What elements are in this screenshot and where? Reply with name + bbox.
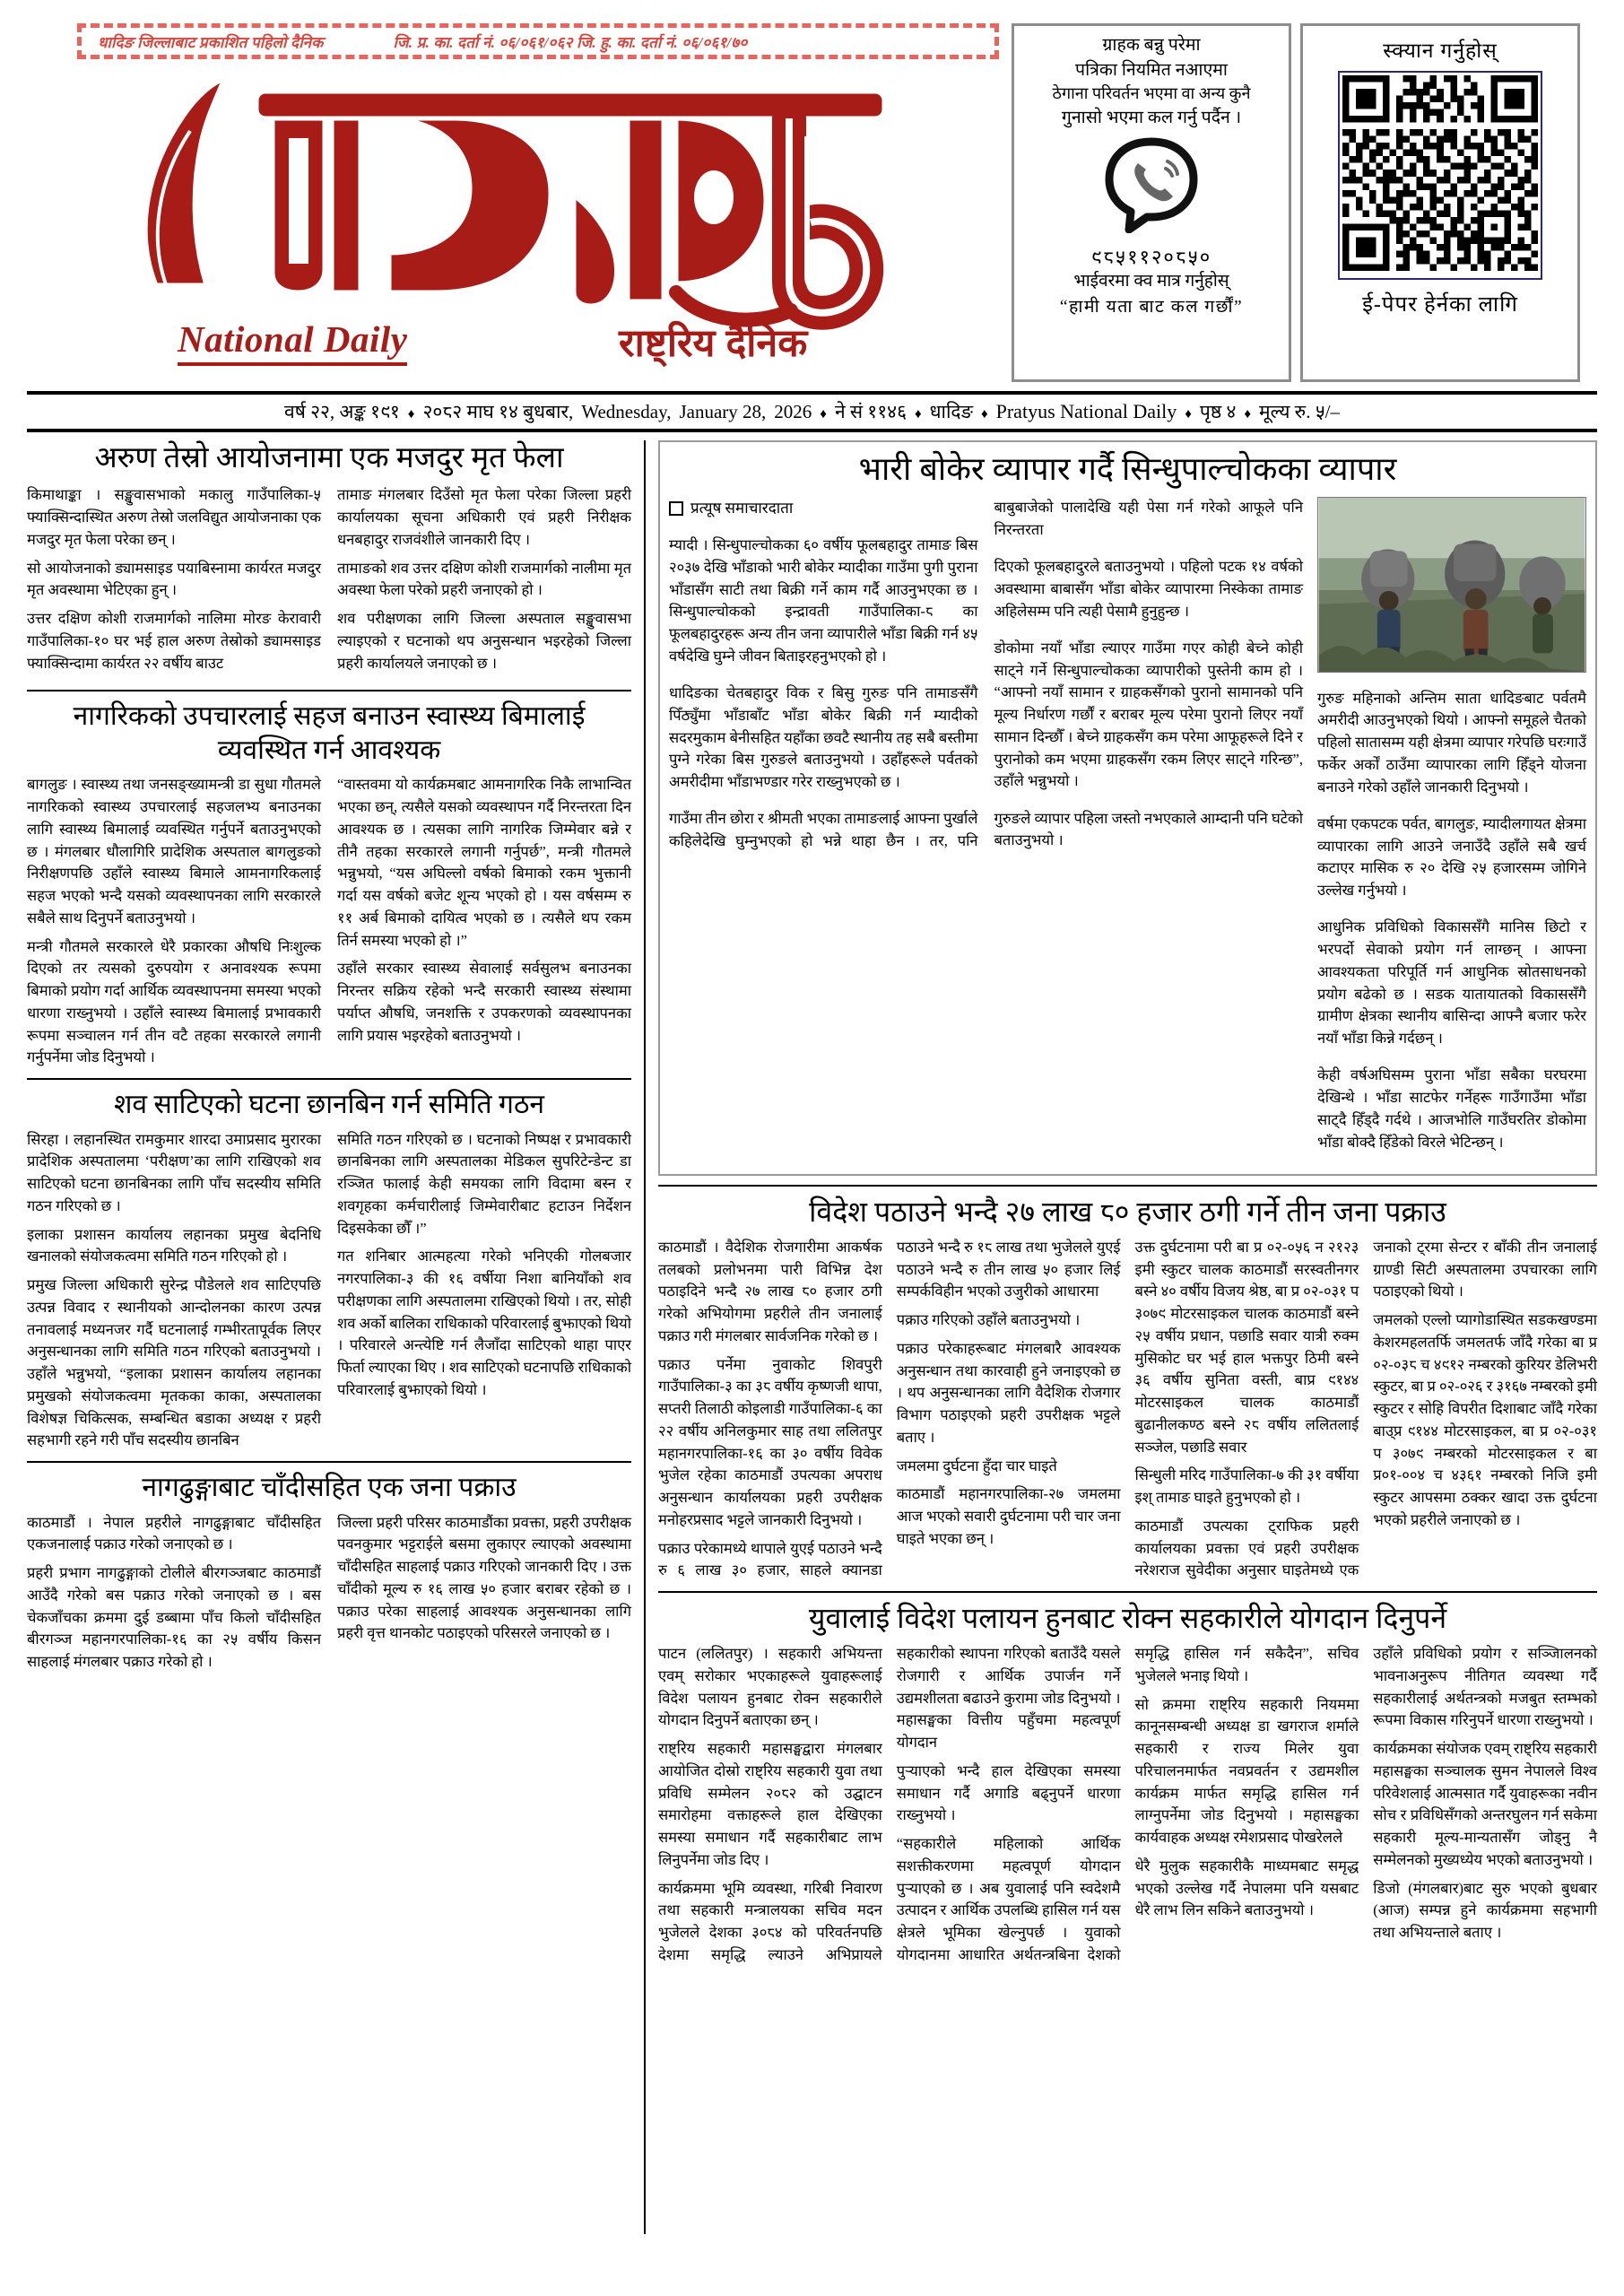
paragraph: काठमाडौं उपत्यका ट्राफिक प्रहरी कार्यालयका प्रवक्ता एवं प्रहरी उपरीक्षक नरेशराज सुवेदीका अनुसार घाइतेमध्ये एक जनाको ट्रमा सेन्टर र बाँकी तीन जनालाई ग्राण्डी सिटी अस्पतालमा उपचारका लागि पठाइएको थियो । xyxy=(1134,1238,1597,1579)
paragraph: जमलमा दुर्घटना हुँदा चार घाइते xyxy=(896,1457,1057,1474)
english-date: January 28, xyxy=(679,401,767,422)
masthead-block xyxy=(27,23,1003,382)
diamond-separator-2: ♦ xyxy=(820,407,827,422)
paragraph: दिएको फूलबहादुरले बताउनुभयो । पहिलो पटक १४ वर्षको अवस्थामा बाबासँग भाँडा बोकेर व्यापारमा निस्केका तामाङ अहिलेसम्म पनि त्यही पेसामै हुनुहुन्छ । xyxy=(994,558,1303,620)
registration-banner xyxy=(77,23,999,59)
viber-phone-icon xyxy=(1102,136,1201,238)
paragraph: राष्ट्रिय सहकारी महासङ्घद्वारा मंगलबार आयोजित दोस्रो राष्ट्रिय सहकारी युवा तथा प्रविधि सम्मेलन २०८२ को उद्घाटन समारोहमा वक्ताहरूले हाल देखिएका समस्या समाधान गर्दै सहकारीबाट लाभ लिनुपर्नेमा जोड दिए । xyxy=(658,1740,882,1868)
diamond-separator-4: ♦ xyxy=(980,407,988,422)
paragraph: पुऱ्याएको भन्दै हाल देखिएका समस्या समाधान गर्दै अगाडि बढ्नुपर्ने धारणा राख्नुभयो । xyxy=(896,1761,1121,1824)
diamond-separator-5: ♦ xyxy=(1185,407,1192,422)
paragraph: पक्राउ गरिएको उहाँले बताउनुभयो । xyxy=(896,1311,1081,1328)
divider xyxy=(658,1185,1597,1187)
paragraph: कार्यक्रमका संयोजक एवम् राष्ट्रिय सहकारी महासङ्घका सञ्चालक सुमन नेपालले विश्व परिवेशलाई आत्मसात गर्दै युवाहरूका नवीन सोच र प्रविधिसँगको अन्तरघुलन गर्न सकेमा सहकारी मूल्य-मान्यतासँग जोड्नु नै सम्मेलनको मुख्यध्येय भएको बताउनुभयो । xyxy=(1373,1740,1597,1868)
body-cooperative xyxy=(658,1643,1597,1967)
promo-footnote: भाईवरमा क्व मात्र गर्नुहोस् xyxy=(1073,271,1229,291)
divider xyxy=(27,1078,631,1080)
diamond-separator-3: ♦ xyxy=(914,407,922,422)
body-story-4 xyxy=(27,1512,631,1674)
promo-quote: “हामी यता बाट कल गर्छौं” xyxy=(1059,298,1244,317)
body-story-2 xyxy=(27,774,631,1069)
divider xyxy=(658,1591,1597,1593)
paragraph: तामाङको शव उत्तर दक्षिण कोशी राजमार्गको नालीमा मृत अवस्था फेला परेको प्रहरी जनाएको हो । xyxy=(337,559,631,599)
promo-line-3: ठेगाना परिवर्तन भएमा वा अन्य कुनै xyxy=(1052,84,1251,103)
masthead-nepali-name: राष्ट्रिय दैनिक xyxy=(619,322,808,365)
headline-story-1[interactable]: अरुण तेस्रो आयोजनामा एक मजदुर मृत फेला xyxy=(94,442,564,474)
subscriber-contact-box xyxy=(1012,23,1291,382)
square-bullet-icon xyxy=(669,501,683,516)
byline xyxy=(669,497,978,520)
date-bar xyxy=(27,391,1597,432)
paragraph: जिल्ला प्रहरी परिसर काठमाडौंका प्रवक्ता, प्रहरी उपरीक्षक पवनकुमार भट्टराईले बसमा लुकाएर ल्याएको अवस्थामा चाँदीसहित साहलाई पक्राउ गरिएको जानकारी दिए । उक्त चाँदीको मूल्य रु १६ लाख ५० हजार बराबर रहेको छ । पक्राउ परेका साहलाई आवश्यक अनुसन्धानका लागि प्रहरी वृत्त थानकोट पठाइएको परिसरले जनाएको छ । xyxy=(337,1513,631,1642)
place-name: धादिङ xyxy=(929,401,973,422)
headline-story-3[interactable]: शव साटिएको घटना छानबिन गर्न समिति गठन xyxy=(113,1090,545,1119)
paragraph: गत शनिबार आत्महत्या गरेको भनिएकी गोलबजार नगरपालिका-३ की १६ वर्षीया निशा बानियाँको शव परीक्षणका लागि अस्पतालमा राखिएको थियो । तर, सोही शव अर्काे बालिका राधिकाको परिवारलाई बुझाएको थियो । परिवारले अन्त्येष्टि गर्न लैजाँदा साटिएको थाहा पाएर फिर्ता ल्याएका थिए । शव साटिएको घटनापछि राधिकाको परिवारलाई बुझाएको थियो । xyxy=(337,1248,631,1398)
english-year: 2026 xyxy=(774,401,812,422)
promo-line-4: गुनासो भएमा कल गर्नु पर्दैन । xyxy=(1061,108,1242,127)
paragraph: गुरुङले व्यापार पहिला जस्तो नभएकाले आम्दानी पनि घटेको बताउनुभयो । xyxy=(994,809,1303,849)
paragraph: म्यादी । सिन्धुपाल्चोकका ६० वर्षीय फूलबहादुर तामाङ बिस २०३७ देखि भाँडाको भारी बोकेर म्यादीका गाउँमा पुगी पुराना भाँडासँग साटी तथा बिक्री गर्ने काम गर्दै आउनुभएका छ । सिन्धुपाल्चोकको इन्द्रावती गाउँपालिका-८ का फूलबहादुरहरू अन्य तीन जना व्यापारीले भाँडा बिक्री गर्न ४५ वर्षदेखि घुम्ने जीवन बिताइरहनुभएको हो । xyxy=(669,536,978,665)
paragraph: काठमाडौं । वैदेशिक रोजगारीमा आकर्षक तलबको प्रलोभनमा पारी विभिन्न देश पठाइदिने भन्दै २७ लाख ८० हजार ठगी गरेको अभियोगमा प्रहरीले तीन जनालाई पक्राउ गरी मंगलबार सार्वजनिक गरेको छ । xyxy=(658,1238,882,1344)
paragraph: उहाँले सरकार स्वास्थ्य सेवालाई सर्वसुलभ बनाउनका निरन्तर सक्रिय रहेको भन्दै सरकारी स्वास्थ्य संस्थामा पर्याप्त औषधि, जनशक्ति र उपकरणको व्यवस्थापनका लागि प्रयास भइरहेको बताउनुभयो । xyxy=(337,960,631,1044)
paragraph: “वास्तवमा यो कार्यक्रमबाट आमनागरिक निकै लाभान्वित भएका छन्, त्यसैले यसको व्यवस्थापन गर्दै निरन्तरता दिन आवश्यक छ । त्यसका लागि नागरिक जिम्मेवार बन्ने र तीनै तहका सरकारले लगानी गर्नुपर्छ”, मन्त्री गौतमले भन्नुभयो, “यस अघिल्लो वर्षको बिमाको रकम भुक्तानी गर्दा यस वर्षको बजेट शून्य भएको हो । यस वर्षसम्म रु ११ अर्ब बिमाको दायित्व भएको छ । त्यसैले थप रकम तिर्न समस्या भएको हो ।” xyxy=(337,776,631,949)
right-section xyxy=(646,440,1597,2234)
paragraph: समिति गठन गरिएको छ । घटनाको निष्पक्ष र प्रभावकारी छानबिनका लागि अस्पतालका मेडिकल सुपरिटेन्डेन्ट डा रञ्जित फालाई केही समयका लागि विदामा बस्न र शवगृहका कर्मचारीलाई जिम्मेवारीबाट हटाउन निर्देशन दिइसकेका छौँ ।” xyxy=(337,1130,631,1237)
promo-line-1: ग्राहक बन्नु परेमा xyxy=(1102,36,1201,55)
qr-code-icon[interactable] xyxy=(1338,71,1542,280)
paragraph: धेरै मुलुक सहकारीकै माध्यमबाट समृद्ध भएको उल्लेख गर्दै नेपालमा पनि यसबाट धेरै लाभ लिन सकिने बताउनुभयो । xyxy=(1134,1857,1359,1919)
paper-name-english: Pratyus National Daily xyxy=(995,400,1177,422)
paragraph: सो क्रममा राष्ट्रिय सहकारी नियममा कानूनसम्बन्धी अध्यक्ष डा खगराज शर्माले सहकारी र राज्य मिलेर युवा परिचालनमार्फत नवप्रवर्तन र उद्यमशील कार्यक्रम मार्फत समृद्धि हासिल गर्न लाग्नुपर्नेमा जोड दिनुभयो । महासङ्घका कार्यवाहक अध्यक्ष रमेशप्रसाद पोखरेलले xyxy=(1134,1695,1359,1846)
headline-story-2[interactable]: नागरिकको उपचारलाई सहज बनाउन स्वास्थ्य बिमालाई व्यवस्थित गर्न आवश्यक xyxy=(73,701,586,765)
pratyus-logo-icon xyxy=(48,61,981,330)
paragraph: केही वर्षअघिसम्म पुराना भाँडा सबैका घरघरमा देखिन्थे । भाँडा साटफेर गर्नेहरू गाउँगाउँमा भाँडा साट्दै हिँड्दै गर्दथे । आजभोलि गाउँघरतिर डोकोमा भाँडा बोक्दै हिँडेको विरले भेटिन्छन् । xyxy=(1317,1066,1586,1151)
paragraph: पक्राउ परेकामध्ये थापाले युएई पठाउने भन्दै रु ६ लाख ३० हजार, साहले क्यानडा पठाउने भन्दै रु १८ लाख तथा भुजेलले युएई पठाउने भन्दै रु तीन लाख ५० हजार लिई सम्पर्कविहीन भएको उजुरीको आधारमा xyxy=(658,1238,1121,1579)
nepal-sambat: ने सं ११४६ xyxy=(834,401,907,422)
body-foreign-fraud xyxy=(658,1237,1597,1582)
headline-lead-story[interactable]: भारी बोकेर व्यापार गर्दै सिन्धुपाल्चोकका व्यापार xyxy=(858,451,1397,487)
paragraph: बागलुङ । स्वास्थ्य तथा जनसङ्ख्यामन्त्री डा सुधा गौतमले नागरिकको स्वास्थ्य उपचारलाई सहजलभ्य बनाउनका लागि स्वास्थ्य बिमालाई व्यवस्थित गर्नुपर्ने बताउनुभएको छ । मंगलबार धौलागिरि प्रादेशिक अस्पताल बागलुङको निरीक्षणपछि उहाँले स्वास्थ्य बिमाले आमनागरिकलाई सहज भएको भन्दै यसको व्यवस्थापनका लागि सरकारले सबैले साथ दिनुपर्ने बताउनुभयो । xyxy=(27,776,321,926)
paragraph: कार्यक्रममा भूमि व्यवस्था, गरिबी निवारण तथा सहकारी मन्त्रालयका सचिव मदन भुजेलले देशका ३०८४ को परिवर्तनपछि देशमा समृद्धि ल्याउने अभिप्रायले सहकारीको स्थापना गरिएको बताउँदै यसले रोजगारी र आर्थिक उपार्जन गर्ने उद्यमशीलता बढाउने कुरामा जोड दिनुभयो । महासङ्घका वित्तीय पहुँचमा महत्वपूर्ण योगदान xyxy=(658,1645,1121,1963)
headline-cooperative[interactable]: युवालाई विदेश पलायन हुनबाट रोक्न सहकारीले योगदान दिनुपर्ने xyxy=(808,1602,1447,1634)
paragraph: काठमाडौं । नेपाल प्रहरीले नागढुङ्गाबाट चाँदीसहित एकजनालाई पक्राउ गरेको जनाएको छ । xyxy=(27,1513,321,1553)
english-weekday: Wednesday, xyxy=(581,401,672,422)
diamond-separator-6: ♦ xyxy=(1244,407,1252,422)
paragraph: सिरहा । लहानस्थित रामकुमार शारदा उमाप्रसाद मुरारका प्रादेशिक अस्पतालमा ‘परीक्षण’का लागि राखिएको शव साटिएको घटना छानबिनका लागि पाँच सदस्यीय समिति गठन गरिएको छ । xyxy=(27,1130,321,1214)
promo-phone-number: ९८५११२०८५० xyxy=(1090,245,1212,268)
banner-registration: जि. प्र. का. दर्ता नं. ०६/०६१/०६२ जि. हु. का. दर्ता नं. ०६/०६१/७० xyxy=(393,33,748,51)
left-column xyxy=(27,440,646,2234)
paragraph: किमाथाङ्का । सङ्खुवासभाको मकालु गाउँपालिका-५ फ्याक्सिन्दास्थित अरुण तेस्रो जलविद्युत आयोजनाका एक मजदुर मृत फेला परेका छन् । xyxy=(27,486,321,548)
paragraph: पक्राउ पर्नेमा नुवाकोट शिवपुरी गाउँपालिका-३ का ३८ वर्षीय कृष्णजी थापा, सप्तरी तिलाठी कोइलाडी गाउँपालिका-६ का २२ वर्षीय अनिलकुमार साह तथा ललितपुर महानगरपालिका-१६ का ३० वर्षीय विवेक भुजेल रहेका काठमाडौं उपत्यका अपराध अनुसन्धान कार्यालयका प्रहरी उपरीक्षक मनोहरप्रसाद भट्टले जानकारी दिनुभयो । xyxy=(658,1355,882,1528)
paragraph: पक्राउ परेकाहरूबाट मंगलबारै आवश्यक अनुसन्धान तथा कारवाही हुने जनाइएको छ । थप अनुसन्धानका लागि वैदेशिक रोजगार विभाग पठाइएको प्रहरी उपरीक्षक भट्टले बताए । xyxy=(896,1339,1121,1446)
page-count: पृष्ठ ४ xyxy=(1199,401,1237,422)
byline-text: प्रत्यूष समाचारदाता xyxy=(690,500,794,517)
body-lead-story xyxy=(669,497,1303,1169)
paragraph: जमलको एल्लो प्यागोडास्थित सडकखण्डमा केशरमहलतर्फि जमलतर्फ जाँदै गरेका बा प्र ०२-०३८ च ४९१२ नम्बरको कुरियर डेलिभरी स्कुटर, बा प्र ०२-०२६ र ३१६७ नम्बरको इमी स्कुटर र सोहि विपरीत दिशाबाट जाँदै गरेका बाउ्प्र ९१४४ मोटरसाइकल, बा प्र ०२-०३१ प ३०७९ नम्बरको मोटरसाइकल र बा प्र०१-००४ च ४३६१ नम्बरको निजि इमी स्कुटर आपसमा ठक्कर खादा उक्त दुर्घटना भएको प्रहरीले जनाएको छ । xyxy=(1373,1311,1597,1528)
paragraph: उक्त दुर्घटनामा परी बा प्र ०२-०५६ न २१२३ इमी स्कुटर चालक काठमाडौं सरस्वतीनगर बस्ने ४० वर्षीय विजय श्रेष्ठ, बा प्र ०२-०३१ प ३०७९ मोटरसाइकल चालक काठमाडौं बस्ने २५ वर्षीय प्रधान, पछाडि सवार यात्री रुक्म मुसिकोट घर भई हाल भक्तपुर ठिमी बस्ने ३६ वर्षीय सुनिता वस्ती, बाप्र ९१४४ मोटरसाइकल चालक काठमाडौं बुढानीलकण्ठ बस्ने २८ वर्षीय ललितलाई सञ्जेल, पछाडि सवार xyxy=(1134,1238,1359,1456)
paragraph: प्रमुख जिल्ला अधिकारी सुरेन्द्र पौडेलले शव साटिएपछि उत्पन्न विवाद र स्थानीयको आन्दोलनका कारण उत्पन्न तनावलाई मध्यनजर गर्दै घटनालाई गम्भीरतापूर्वक लिएर अनुसन्धानका लागि समिति गठन गरिएको बताउनुभयो । उहाँले भन्नुभयो, “इलाका प्रशासन कार्यालय लहानका प्रमुखको संयोजकत्वमा मृतकका काका, अस्पतालका विशेषज्ञ चिकित्सक, सम्बन्धित बडाका अध्यक्ष र प्रहरी सहभागी रहने गरी पाँच सदस्यीय छानबिन xyxy=(27,1276,321,1449)
body-story-1 xyxy=(27,484,631,681)
lead-photo-adjacent-text xyxy=(1317,688,1586,1154)
qr-caption: ई-पेपर हेर्नका लागि xyxy=(1362,293,1518,317)
paragraph: सिन्धुली मरिद गाउँपालिका-७ की ३१ वर्षीया इश् तामाङ घाइते हुनुभएको हो । xyxy=(1134,1466,1359,1506)
paragraph: काठमाडौं महानगरपालिका-२७ जमलमा आज भएको सवारी दुर्घटनामा परी चार जना घाइते भएका छन् । xyxy=(896,1485,1121,1547)
masthead-row xyxy=(27,23,1597,382)
banner-tagline: धादिङ जिल्लाबाट प्रकाशित पहिलो दैनिक xyxy=(98,33,324,51)
price: मूल्य रु. ५/– xyxy=(1259,401,1340,422)
logo-wrap xyxy=(27,59,1003,382)
diamond-separator-1: ♦ xyxy=(407,407,415,422)
lead-story xyxy=(658,440,1597,1176)
paragraph: डोकोमा नयाँ भाँडा ल्याएर गाउँमा गएर कोही बेच्ने कोही साट्ने गर्ने सिन्धुपाल्चोकका व्यापारीको पुस्तेनी काम हो । “आफ्नो नयाँ सामान र ग्राहकसँगको पुरानो सामानको पनि मूल्य निर्धारण गर्छौं र बराबर मूल्य परेमा पुरानो लिएर नयाँ सामान दिन्छौँ । बेच्ने ग्राहकसँग कम परेमा आफूहरूले दिने र पुरानोको कम भएमा ग्राहकसँग रकम लिएर साट्ने गरिन्छ”, उहाँले भन्नुभयो । xyxy=(994,639,1303,790)
volume-issue: वर्ष २२, अङ्क १९१ xyxy=(284,401,400,422)
body-story-3 xyxy=(27,1129,631,1453)
paragraph: गुरुङ महिनाको अन्तिम साता धादिङबाट पर्वतमै अमरीदी आउनुभएको थियो । आफ्नो समूहले चैतको पहिलो सातासम्म यही क्षेत्रमा व्यापार गरेपछि घरःगाउँ फर्केर अर्कों ठाउँमा व्यापारका लागि हिँड्ने योजना बनाउने गरेको उहाँले जानकारी दिनुभयो । xyxy=(1317,689,1586,796)
divider xyxy=(27,1461,631,1463)
qr-title: स्क्यान गर्नुहोस् xyxy=(1383,39,1498,62)
paragraph: आधुनिक प्रविधिको विकाससँगै मानिस छिटो र भरपर्दाे सेवाको प्रयोग गर्न लाग्छन् । आफ्ना आवश्यकता परिपूर्ति गर्न आधुनिक स्रोतसाधनको प्रयोग बढेको छ । सडक यातायातको विकाससँगै ग्रामीण क्षेत्रका स्थानीय बासिन्दा आफ्नै बजार फरेर नयाँ भाँडा किन्ने गर्दछन् । xyxy=(1317,918,1586,1047)
nepali-date: २०८२ माघ १४ बुधबार, xyxy=(422,401,574,422)
paragraph: शव परीक्षणका लागि जिल्ला अस्पताल सङ्खुवासभा ल्याइएको र घटनाको थप अनुसन्धान भइरहेको जिल्ला प्रहरी कार्यालयले जनाएको छ । xyxy=(337,610,631,672)
paragraph: गाउँमा तीन छोरा र श्रीमती भएका तामाङलाई आफ्ना पुर्खाले कहिलेदेखि घुम्नुभएको हो भन्ने थाहा छैन । तर, पनि बाबुबाजेको पालादेखि यही पेसा गर्न गरेको आफूले पनि निरन्तरता xyxy=(669,499,1303,849)
paragraph: सो आयोजनाको ड्यामसाइड पयाबिस्नामा कार्यरत मजदुर मृत अवस्थामा भेटिएका हुन् । xyxy=(27,559,321,599)
porters-carrying-loads-photo xyxy=(1317,497,1586,673)
paragraph: उहाँले प्रविधिको प्रयोग र सञ्जिालनको भावनाअनुरूप नीतिगत व्यवस्था गर्दै सहकारीलाई अर्थतन्त्रको मजबुत स्तम्भको रूपमा विकास गरिनुपर्ने धारणा राख्नुभयो । xyxy=(1373,1645,1597,1729)
paragraph: मन्त्री गौतमले सरकारले धेरै प्रकारका औषधि निःशुल्क दिएको तर त्यसको दुरुपयोग र अनावश्यक रूपमा बिमाको प्रयोग गर्दा आर्थिक व्यवस्थापनमा समस्या भएको धारणा राख्नुभयो । उहाँले स्वास्थ्य बिमालाई प्रभावकारी रूपमा सञ्चालन गर्न तीन वटै तहका सरकारले लगानी गर्नुपर्नेमा जोड दिनुभयो । xyxy=(27,937,321,1066)
headline-foreign-fraud[interactable]: विदेश पठाउने भन्दै २७ लाख ८० हजार ठगी गर्ने तीन जना पक्राउ xyxy=(809,1195,1446,1228)
paragraph: पाटन (ललितपुर) । सहकारी अभियन्ता एवम् सरोकार भएकाहरूले युवाहरूलाई विदेश पलायन हुनबाट रोक्न सहकारीले योगदान दिनुपर्ने बताएका छन् । xyxy=(658,1645,882,1729)
paragraph: तामाङ मंगलबार दिउँसो मृत फेला परेका जिल्ला प्रहरी कार्यालयका सूचना अधिकारी एवं प्रहरी निरीक्षक धनबहादुर राजवंशीले जानकारी दिए । xyxy=(337,486,631,548)
lead-photo-column xyxy=(1317,497,1586,1169)
promo-line-2: पत्रिका नियमित नआएमा xyxy=(1075,60,1228,80)
page-content xyxy=(27,440,1597,2234)
paragraph: धादिङका चेतबहादुर विक र बिसु गुरुङ पनि तामाङसँगै पिँठ्युँमा भाँडाबाँट भाँडा बोकेर बिक्री गर्न म्यादीको सदरमुकाम बेनीसहित यहाँका छवटै स्थानीय तह सबै बस्तीमा पुग्ने गरेका बिस गुरुङले बताउनुभयो । उहाँहरूले पर्वतको अमरीदीमा भाँडाभण्डार गरेर राख्नुभएको छ । xyxy=(669,684,978,790)
paragraph: वर्षमा एकपटक पर्वत, बागलुङ, म्यादीलगायत क्षेत्रमा व्यापारका लागि आउने जनाउँदै उहाँले सबै खर्च कटाएर मासिक रु २० देखि २५ हजारसम्म जोगिने उल्लेख गर्नुभयो । xyxy=(1317,814,1586,899)
paragraph: प्रहरी प्रभाग नागढुङ्गाको टोलीले बीरगञ्जबाट काठमाडौं आउँदै गरेको बस पक्राउ गरेको जनाएको छ । बस चेकजाँचका क्रममा दुई डब्बामा पाँच किलो चाँदीसहित बीरगञ्ज महानगरपालिका-१६ का २५ वर्षीय किसन साहलाई मंगलबार पक्राउ गरेको हो । xyxy=(27,1564,321,1670)
divider xyxy=(27,690,631,691)
paragraph: उत्तर दक्षिण कोशी राजमार्गको नालिमा मोरङ केरावारी गाउँपालिका-१० घर भई हाल अरुण तेस्रोको ड्यामसाइड फ्याक्सिन्दामा कार्यरत २२ वर्षीय बाउट xyxy=(27,610,321,672)
masthead-english-name: National Daily xyxy=(178,317,407,366)
headline-story-4[interactable]: नागढुङ्गाबाट चाँदीसहित एक जना पक्राउ xyxy=(142,1473,517,1502)
paragraph: इलाका प्रशासन कार्यालय लहानका प्रमुख बेदनिधि खनालको संयोजकत्वमा समिति गठन गरिएको हो । xyxy=(27,1225,321,1265)
epaper-qr-box xyxy=(1300,23,1580,382)
paragraph: “सहकारीले महिलाको आर्थिक सशक्तीकरणमा महत्वपूर्ण योगदान पुऱ्याएको छ । अब युवालाई पनि स्वदेशमै उत्पादन र आर्थिक उपलब्धि हासिल गर्न यस क्षेत्रले भूमिका खेल्नुपर्छ । युवाको योगदानमा आधारित अर्थतन्त्रबिना देशको समृद्धि हासिल गर्न सकैदैन”, सचिव भुजेलले भनाइ थियो । xyxy=(896,1645,1359,1963)
paragraph: डिजो (मंगलबार)बाट सुरु भएको बुधबार (आज) सम्पन्न हुने कार्यक्रममा सहभागी तथा अभियन्ताले बताए । xyxy=(1373,1879,1597,1941)
